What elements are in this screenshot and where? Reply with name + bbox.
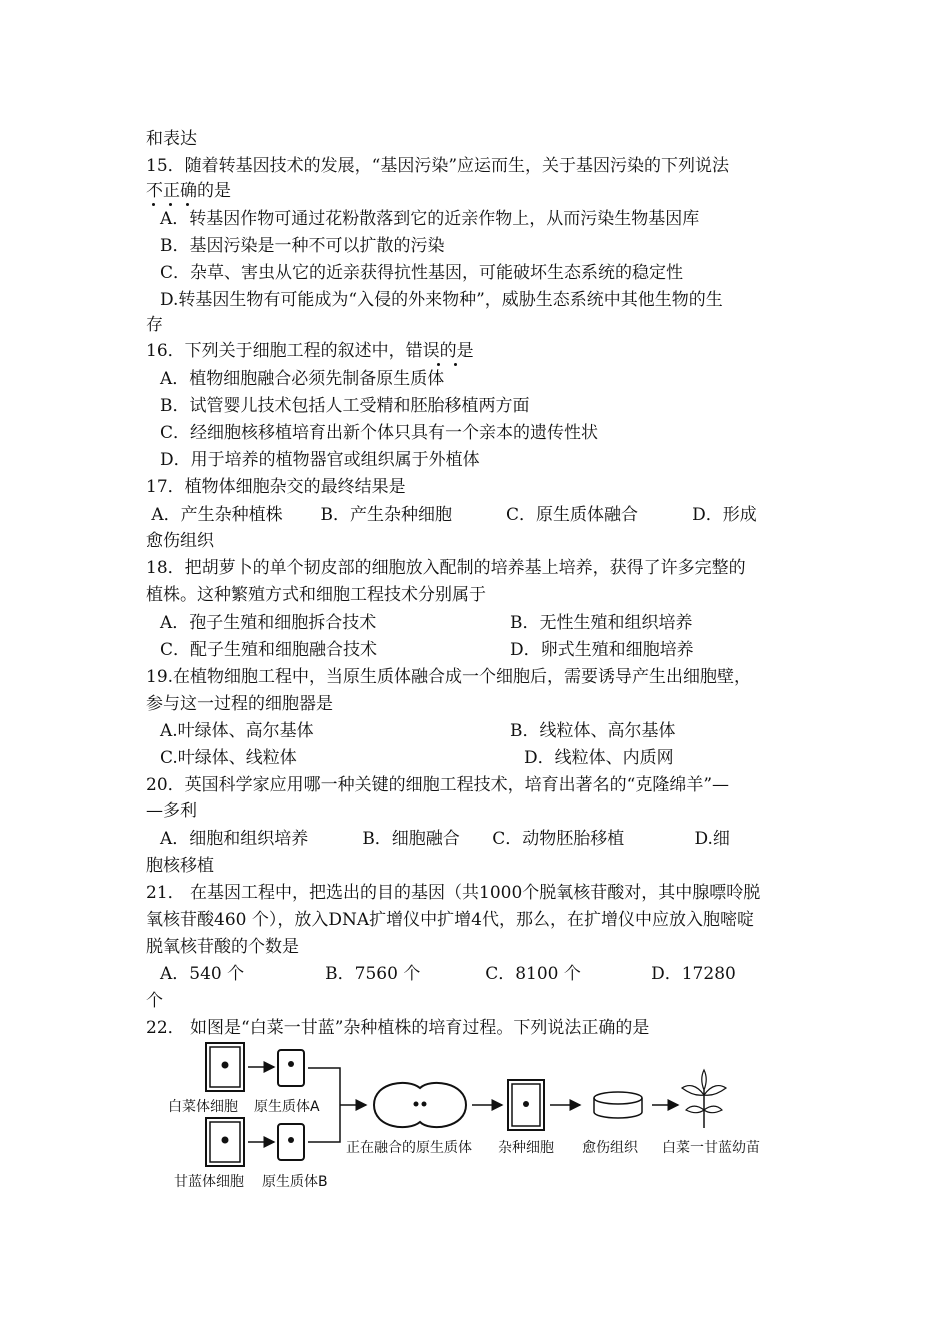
text-line: 和表达 [146, 129, 197, 149]
question-16: 16．下列关于细胞工程的叙述中，错误的是 [146, 341, 474, 361]
label-fusing-protoplast: 正在融合的原生质体 [346, 1140, 472, 1156]
label-protoplast-b: 原生质体B [262, 1174, 328, 1190]
text-line: —多利 [146, 801, 197, 821]
label-cabbage-cell: 白菜体细胞 [168, 1099, 238, 1115]
protoplast-b-icon [278, 1124, 304, 1160]
text-line: 不正确的是 [146, 181, 231, 201]
text-line: 氧核苷酸460 个），放入DNA扩增仪中扩增4代，那么，在扩增仪中应放入胞嘧啶 [146, 910, 754, 930]
question-20: 20．英国科学家应用哪一种关键的细胞工程技术，培育出著名的“克隆绵羊”— [146, 775, 730, 795]
text-line: 胞核移植 [146, 856, 214, 876]
text-line: 脱氧核苷酸的个数是 [146, 937, 299, 957]
label-callus: 愈伤组织 [582, 1140, 638, 1156]
option-c: C．经细胞核移植培育出新个体只具有一个亲本的遗传性状 [160, 423, 599, 443]
label-seedling: 白菜一甘蓝幼苗 [662, 1140, 760, 1156]
text-line: 植株。这种繁殖方式和细胞工程技术分别属于 [146, 585, 486, 605]
text-line: 参与这一过程的细胞器是 [146, 694, 333, 714]
callus-icon [594, 1092, 642, 1118]
option-d: D．卵式生殖和细胞培养 [510, 640, 694, 660]
emphasis-dot [437, 363, 440, 366]
question-22: 22． 如图是“白菜一甘蓝”杂种植株的培育过程。下列说法正确的是 [146, 1018, 650, 1038]
hybrid-breeding-diagram [168, 1040, 788, 1200]
question-17: 17．植物体细胞杂交的最终结果是 [146, 477, 406, 497]
option-d: D.转基因生物有可能成为“入侵的外来物种”，威胁生态系统中其他生物的生 [160, 290, 723, 310]
label-kale-cell: 甘蓝体细胞 [174, 1174, 244, 1190]
question-21: 21． 在基因工程中，把选出的目的基因（共1000个脱氧核苷酸对，其中腺嘌呤脱 [146, 883, 761, 903]
text-line: 存 [146, 315, 163, 335]
label-protoplast-a: 原生质体A [254, 1099, 320, 1115]
option-a: A．植物细胞融合必须先制备原生质体 [160, 369, 445, 389]
protoplast-a-icon [278, 1050, 304, 1086]
option-d: D．用于培养的植物器官或组织属于外植体 [160, 450, 480, 470]
hybrid-cell-icon [508, 1080, 544, 1130]
emphasis-dot [186, 203, 189, 206]
question-19: 19.在植物细胞工程中，当原生质体融合成一个细胞后，需要诱导产生出细胞壁， [146, 667, 752, 687]
options-row: A．产生杂种植株 B．产生杂种细胞 C．原生质体融合 D．形成 [146, 505, 757, 525]
option-b: B．无性生殖和组织培养 [510, 613, 693, 633]
option-a: A．转基因作物可通过花粉散落到它的近亲作物上，从而污染生物基因库 [160, 209, 700, 229]
emphasis-dot [454, 363, 457, 366]
question-18: 18．把胡萝卜的单个韧皮部的细胞放入配制的培养基上培养，获得了许多完整的 [146, 558, 746, 578]
option-b: B．线粒体、高尔基体 [510, 721, 676, 741]
option-c: C.叶绿体、线粒体 [160, 748, 297, 768]
emphasis-dot [169, 203, 172, 206]
option-a: A.叶绿体、高尔基体 [160, 721, 314, 741]
text-line: 愈伤组织 [146, 531, 214, 551]
option-b: B．试管婴儿技术包括人工受精和胚胎移植两方面 [160, 396, 530, 416]
option-c: C．杂草、害虫从它的近亲获得抗性基因，可能破坏生态系统的稳定性 [160, 263, 684, 283]
seedling-icon [682, 1070, 726, 1128]
option-b: B．基因污染是一种不可以扩散的污染 [160, 236, 445, 256]
label-hybrid-cell: 杂种细胞 [498, 1140, 554, 1156]
text-line: 个 [146, 991, 163, 1011]
question-15: 15．随着转基因技术的发展，“基因污染”应运而生，关于基因污染的下列说法 [146, 156, 730, 176]
option-d: D．线粒体、内质网 [524, 748, 674, 768]
cabbage-cell-icon [206, 1043, 244, 1091]
option-a: A．孢子生殖和细胞拆合技术 [160, 613, 377, 633]
options-row: A．细胞和组织培养 B．细胞融合 C．动物胚胎移植 D.细 [160, 829, 730, 849]
kale-cell-icon [206, 1118, 244, 1166]
fusing-protoplast-icon [374, 1083, 466, 1127]
options-row: A．540 个 B．7560 个 C．8100 个 D．17280 [160, 964, 736, 984]
emphasis-dot [152, 203, 155, 206]
option-c: C．配子生殖和细胞融合技术 [160, 640, 378, 660]
